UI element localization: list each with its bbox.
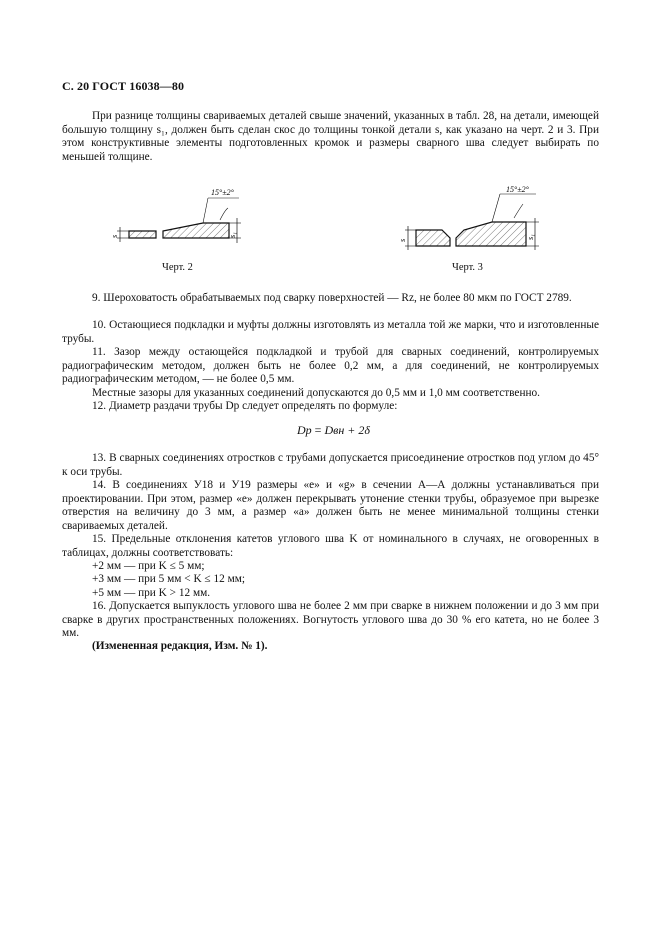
fig2-s1-label: s₁ (228, 232, 237, 238)
formula-rhs: Dвн + 2δ (324, 423, 370, 437)
item-15-line-1: +2 мм — при K ≤ 5 мм; (92, 560, 205, 572)
item-15-line-3: +5 мм — при K > 12 мм. (92, 587, 211, 599)
item-9: 9. Шероховатость обрабатываемых под сварку поверхностей — Rz, не более 80 мкм по ГОСТ 2789. (92, 292, 572, 304)
formula-lhs: Dр (297, 423, 312, 437)
fig2-angle-label: 15°±2° (211, 188, 234, 197)
figure-3-caption: Черт. 3 (452, 262, 483, 273)
item-10: 10. Остающиеся подкладки и муфты должны изготовлять из металла той же марки, что и изготовленные трубы. (62, 319, 599, 345)
formula (297, 423, 370, 438)
page-header: С. 20 ГОСТ 16038—80 (62, 79, 185, 93)
item-16: 16. Допускается выпуклость углового шва не более 2 мм при сварке в нижнем положении и до 3 мм при сварке в других пространственных положениях. Вогнутость углового шва до 30 % его катета, но не более 3 мм. (62, 600, 599, 640)
fig3-s1-label: s₁ (526, 234, 535, 240)
formula-equals: = (314, 423, 322, 437)
item-15: 15. Предельные отклонения катетов углового шва K от номинального в случаях, не оговоренных в таблицах, должны соответствовать: (62, 533, 599, 559)
edition-note: (Измененная редакция, Изм. № 1). (92, 640, 268, 652)
figure-3-diagram (396, 180, 556, 260)
item-13: 13. В сварных соединениях отростков с трубами допускается присоединение отростков под углом до 45° к оси трубы. (62, 452, 599, 478)
item-12: 12. Диаметр раздачи трубы Dр следует определять по формуле: (92, 400, 398, 412)
item-14: 14. В соединениях У18 и У19 размеры «е» и «g» в сечении А—А должны устанавливаться при проектировании. При этом, размер «е» должен перекрывать утонение стенки трубы, образуемое при вырезке отверстия на величину до 3 мм, а размер «а» должен быть не менее минимальной толщины стенки свариваемых деталей. (62, 479, 599, 532)
fig3-s-label: s (398, 238, 407, 242)
item-11-note: Местные зазоры для указанных соединений допускаются до 0,5 мм и 1,0 мм соответственно. (92, 387, 541, 399)
item-15-line-2: +3 мм — при 5 мм < K ≤ 12 мм; (92, 573, 246, 585)
item-11: 11. Зазор между остающейся подкладкой и трубой для сварных соединений, контролируемых радиографическим методом, должен быть не более 0,2 мм, а для соединений, не контролируемых радиографическим методом, — не более 0,5 мм. (62, 346, 599, 386)
fig2-s-label: s (110, 234, 119, 238)
intro-paragraph: При разнице толщины свариваемых деталей свыше значений, указанных в табл. 28, на детали, имеющей большую толщину s₁, должен быть сделан скос до толщины тонкой детали s, как указано на черт. 2 и 3. При этом конструктивные элементы подготовленных кромок и размеры сварного шва следует выбирать по меньшей толщине. (62, 110, 599, 163)
figure-2-diagram (108, 180, 258, 250)
fig3-angle-label: 15°±2° (506, 185, 529, 194)
figure-2-caption: Черт. 2 (162, 262, 193, 273)
